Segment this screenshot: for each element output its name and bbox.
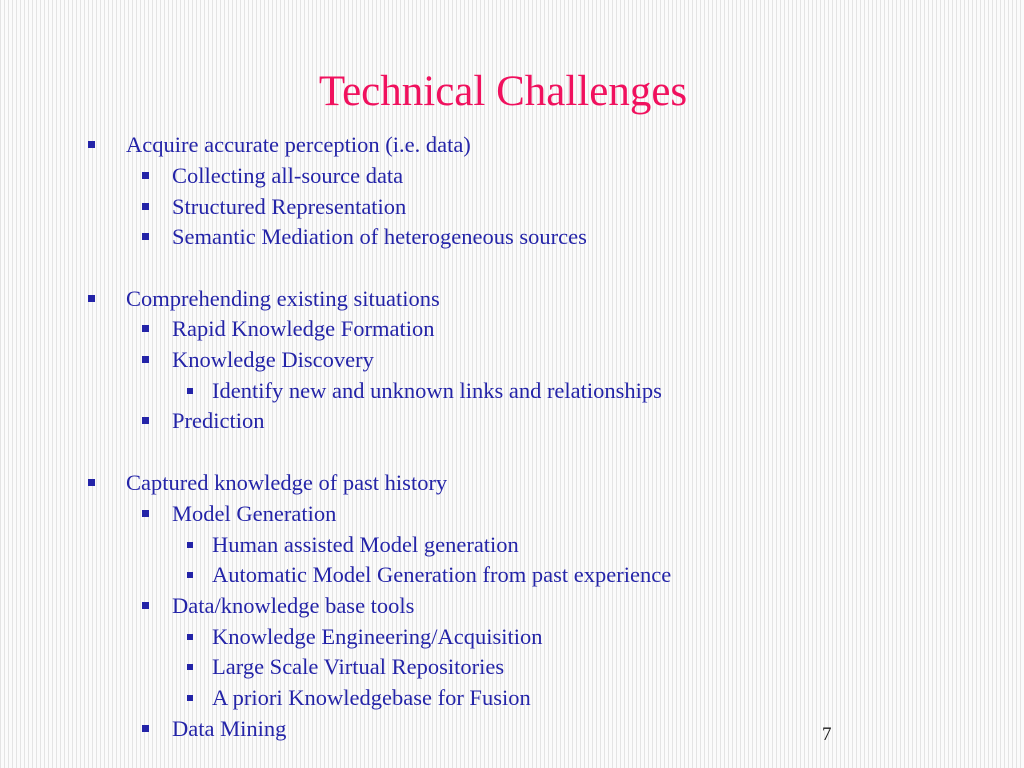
bullet-item: [212, 560, 671, 590]
square-bullet-icon: [142, 356, 149, 363]
bullet-text: Semantic Mediation of heterogeneous sources: [172, 224, 587, 249]
bullet-text: Captured knowledge of past history: [126, 470, 448, 495]
bullet-text: Collecting all-source data: [172, 163, 404, 188]
bullet-text: Structured Representation: [172, 194, 407, 219]
bullet-item: [172, 192, 406, 222]
square-bullet-icon: [142, 233, 149, 240]
bullet-text: Comprehending existing situations: [126, 286, 440, 311]
bullet-text: Data/knowledge base tools: [172, 593, 415, 618]
bullet-item: [212, 652, 504, 682]
bullet-item: [172, 714, 286, 744]
bullet-text: Human assisted Model generation: [212, 532, 519, 557]
square-bullet-icon: [142, 725, 149, 732]
bullet-item: [172, 314, 434, 344]
bullet-text: Acquire accurate perception (i.e. data): [126, 132, 471, 157]
bullet-text: Automatic Model Generation from past experience: [212, 562, 672, 587]
slide-title: Technical Challenges: [318, 68, 688, 115]
bullet-item: [212, 622, 543, 652]
square-bullet-icon: [142, 602, 149, 609]
bullet-text: Model Generation: [172, 501, 337, 526]
bullet-item: [172, 161, 403, 191]
square-bullet-icon: [88, 479, 95, 486]
square-bullet-icon: [187, 388, 193, 394]
square-bullet-icon: [187, 695, 193, 701]
bullet-item: [172, 406, 264, 436]
square-bullet-icon: [187, 572, 193, 578]
square-bullet-icon: [142, 203, 149, 210]
bullet-item: [212, 376, 662, 406]
bullet-text: Prediction: [172, 408, 265, 433]
square-bullet-icon: [187, 664, 193, 670]
bullet-item: [212, 683, 531, 713]
bullet-item: [126, 284, 440, 314]
bullet-item: [212, 530, 519, 560]
square-bullet-icon: [142, 417, 149, 424]
square-bullet-icon: [187, 634, 193, 640]
bullet-text: Identify new and unknown links and relationships: [212, 378, 662, 403]
bullet-item: [126, 468, 447, 498]
bullet-text: Large Scale Virtual Repositories: [212, 654, 505, 679]
bullet-item: [172, 345, 374, 375]
square-bullet-icon: [142, 172, 149, 179]
square-bullet-icon: [88, 141, 95, 148]
bullet-item: [126, 130, 471, 160]
bullet-text: A priori Knowledgebase for Fusion: [212, 685, 531, 710]
page-number: 7: [822, 724, 832, 745]
bullet-text: Data Mining: [172, 716, 287, 741]
square-bullet-icon: [142, 510, 149, 517]
bullet-item: [172, 499, 336, 529]
bullet-item: [172, 222, 587, 252]
bullet-text: Knowledge Engineering/Acquisition: [212, 624, 543, 649]
bullet-text: Knowledge Discovery: [172, 347, 374, 372]
bullet-text: Rapid Knowledge Formation: [172, 316, 435, 341]
square-bullet-icon: [88, 295, 95, 302]
square-bullet-icon: [142, 325, 149, 332]
bullet-item: [172, 591, 414, 621]
square-bullet-icon: [187, 542, 193, 548]
